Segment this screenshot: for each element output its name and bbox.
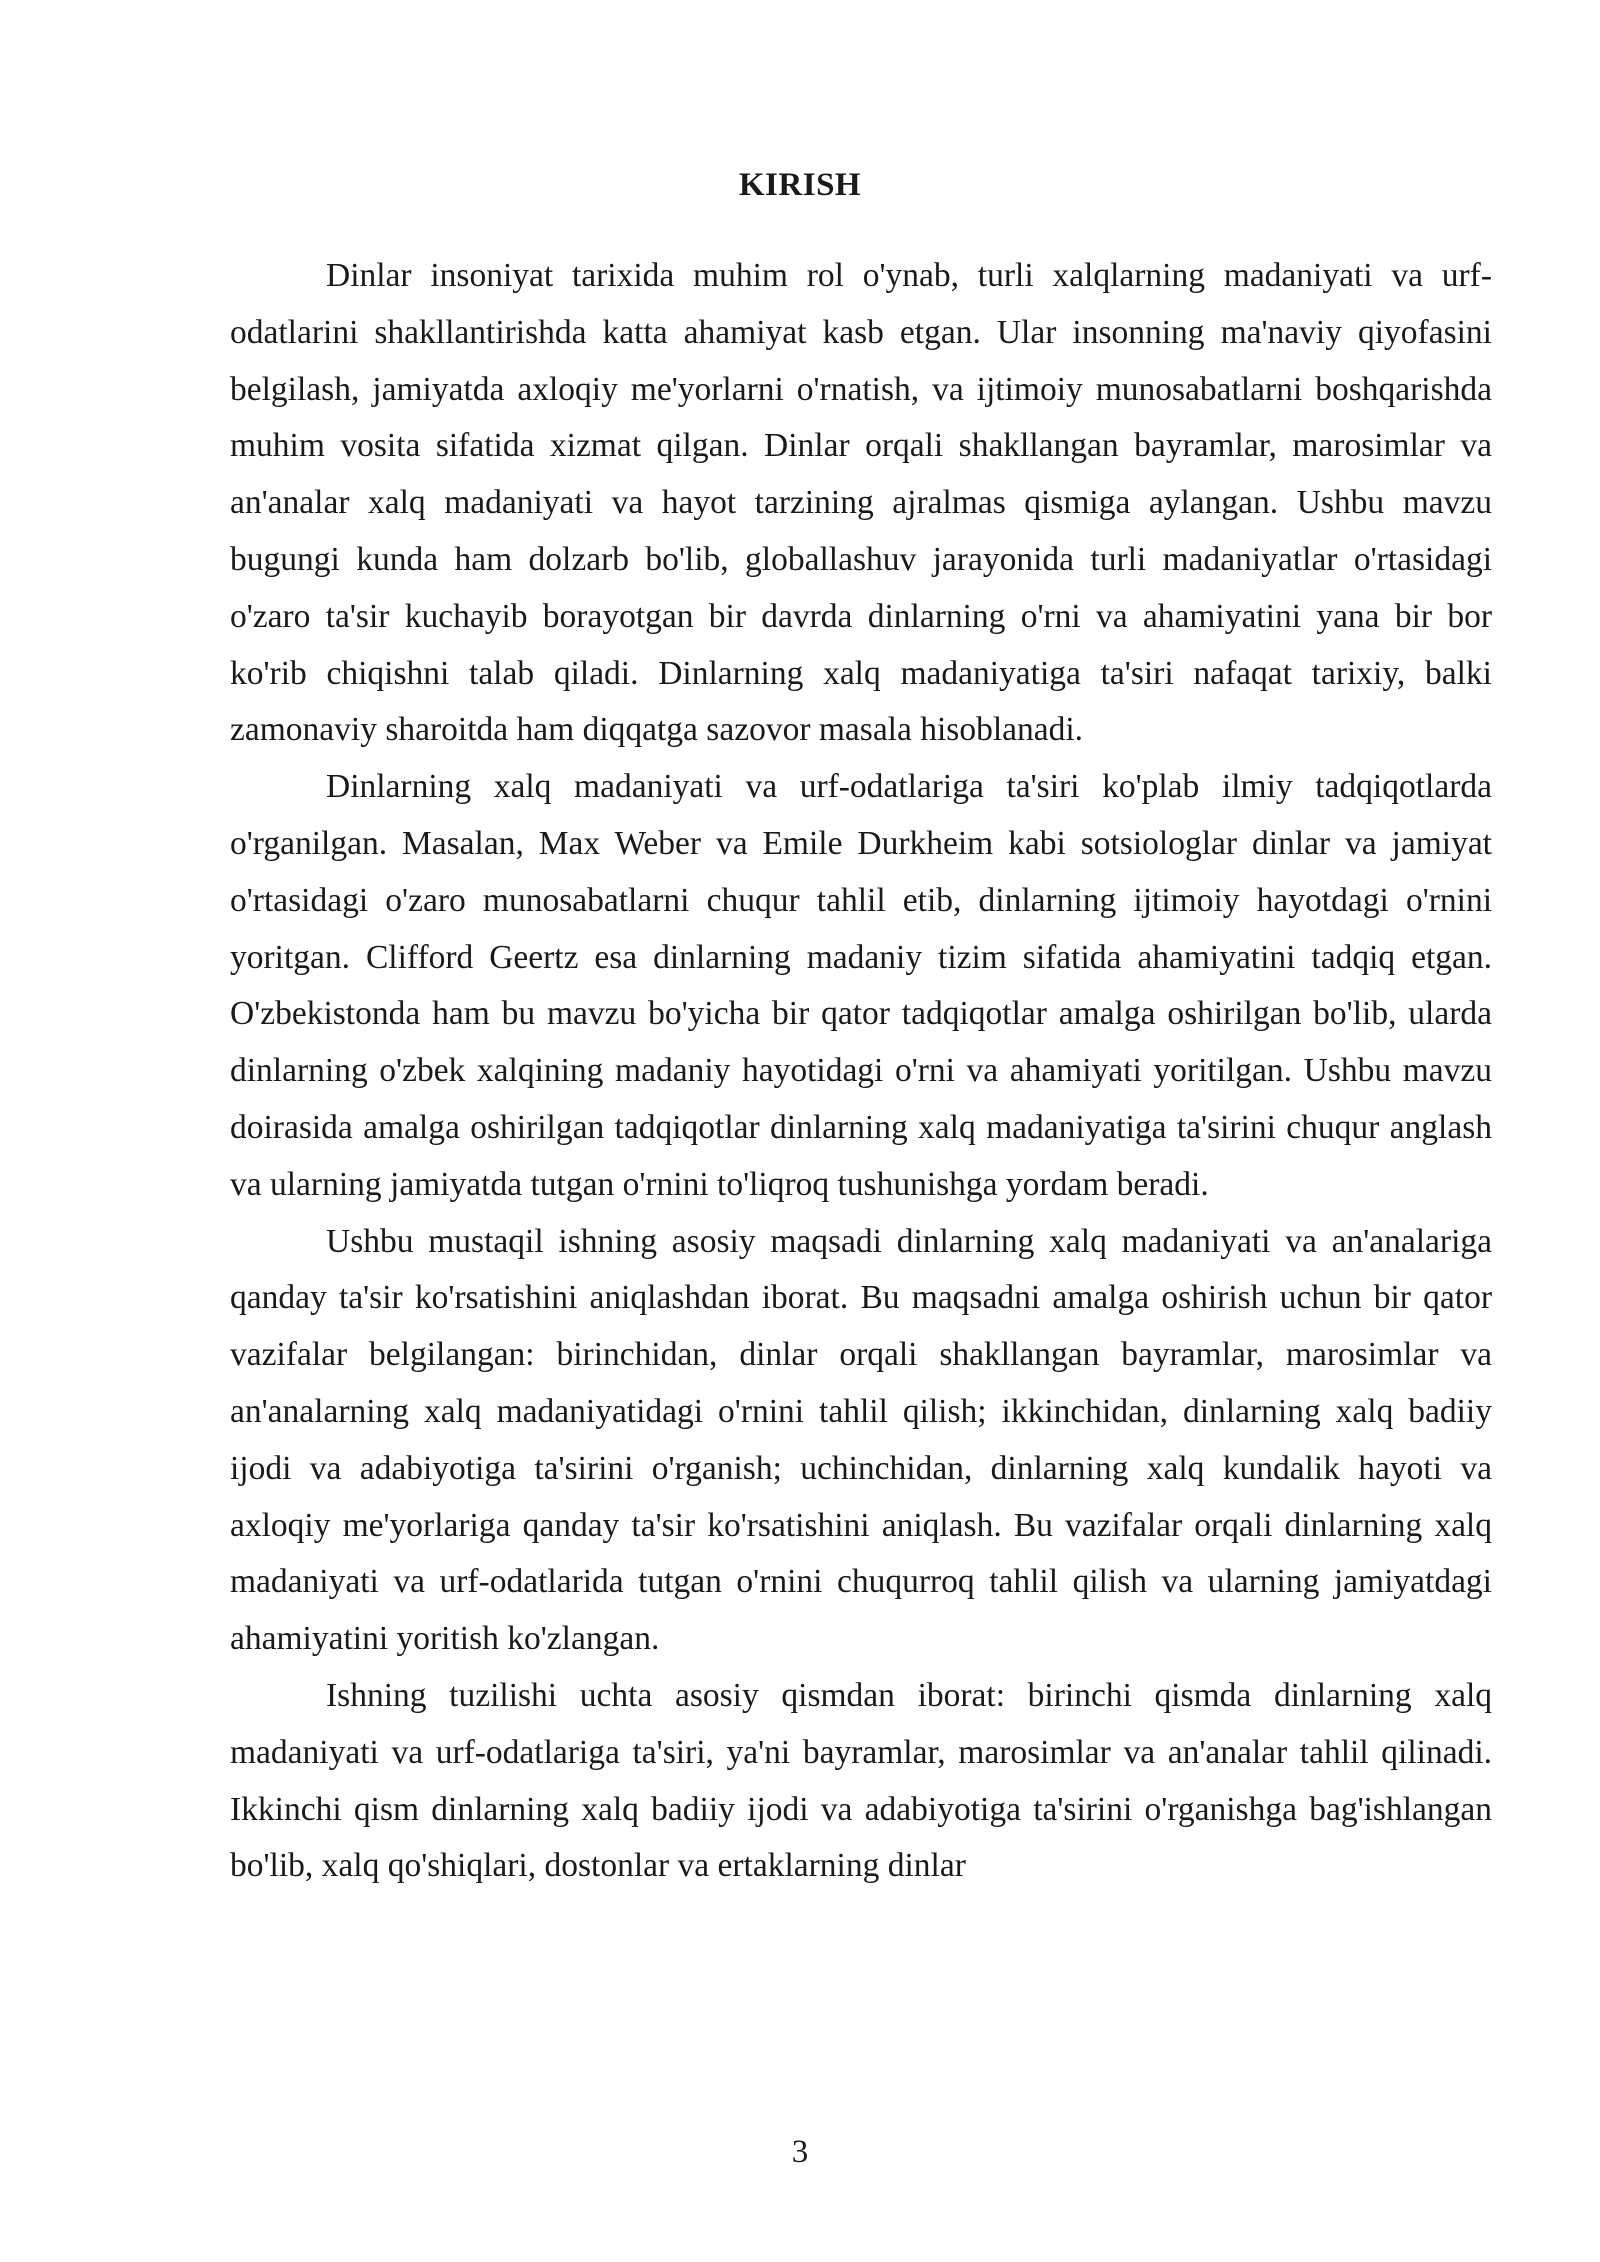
paragraph-1: Dinlar insoniyat tarixida muhim rol o'ynab, turli xalqlarning madaniyati va urf-odatlarini shakllantirishda katta ahamiyat kasb etgan. Ular insonning ma'naviy qiyofasini belgilash, jamiyatda axloqiy me'yorlarni o'rnatish, va ijtimoiy munosabatlarni boshqarishda muhim vosita sifatida xizmat qilgan. Dinlar orqali shakllangan bayramlar, marosimlar va an'analar xalq madaniyati va hayot tarzining ajralmas qismiga aylangan. Ushbu mavzu bugungi kunda ham dolzarb bo'lib, globallashuv jarayonida turli madaniyatlar o'rtasidagi o'zaro ta'sir kuchayib borayotgan bir davrda dinlarning o'rni va ahamiyatini yana bir bor ko'rib chiqishni talab qiladi. Dinlarning xalq madaniyatiga ta'siri nafaqat tarixiy, balki zamonaviy sharoitda ham diqqatga sazovor masala hisoblanadi. bbox=[230, 257, 1492, 749]
paragraph-3: Ushbu mustaqil ishning asosiy maqsadi dinlarning xalq madaniyati va an'analariga qanday ta'sir ko'rsatishini aniqlashdan iborat. Bu maqsadni amalga oshirish uchun bir qator vazifalar belgilangan: birinchidan, dinlar orqali shakllangan bayramlar, marosimlar va an'analarning xalq madaniyatidagi o'rnini tahlil qilish; ikkinchidan, dinlarning xalq badiiy ijodi va adabiyotiga ta'sirini o'rganish; uchinchidan, dinlarning xalq kundalik hayoti va axloqiy me'yorlariga qanday ta'sir ko'rsatishini aniqlash. Bu vazifalar orqali dinlarning xalq madaniyati va urf-odatlarida tutgan o'rnini chuqurroq tahlil qilish va ularning jamiyatdagi ahamiyatini yoritish ko'zlangan. bbox=[230, 1222, 1492, 1658]
page-number: 3 bbox=[791, 2134, 809, 2170]
paragraph-4: Ishning tuzilishi uchta asosiy qismdan iborat: birinchi qismda dinlarning xalq madaniyati va urf-odatlariga ta'siri, ya'ni bayramlar, marosimlar va an'analar tahlil qilinadi. Ikkinchi qism dinlarning xalq badiiy ijodi va adabiyotiga ta'sirini o'rganishga bag'ishlangan bo'lib, xalq qo'shiqlari, dostonlar va ertaklarning dinlar bbox=[230, 1676, 1492, 1885]
body-text bbox=[230, 248, 1492, 1895]
paragraph-2: Dinlarning xalq madaniyati va urf-odatlariga ta'siri ko'plab ilmiy tadqiqotlarda o'rganilgan. Masalan, Max Weber va Emile Durkheim kabi sotsiologlar dinlar va jamiyat o'rtasidagi o'zaro munosabatlarni chuqur tahlil etib, dinlarning ijtimoiy hayotdagi o'rnini yoritgan. Clifford Geertz esa dinlarning madaniy tizim sifatida ahamiyatini tadqiq etgan. O'zbekistonda ham bu mavzu bo'yicha bir qator tadqiqotlar amalga oshirilgan bo'lib, ularda dinlarning o'zbek xalqining madaniy hayotidagi o'rni va ahamiyati yoritilgan. Ushbu mavzu doirasida amalga oshirilgan tadqiqotlar dinlarning xalq madaniyatiga ta'sirini chuqur anglash va ularning jamiyatda tutgan o'rnini to'liqroq tushunishga yordam beradi. bbox=[230, 768, 1492, 1203]
section-title: KIRISH bbox=[738, 167, 862, 203]
